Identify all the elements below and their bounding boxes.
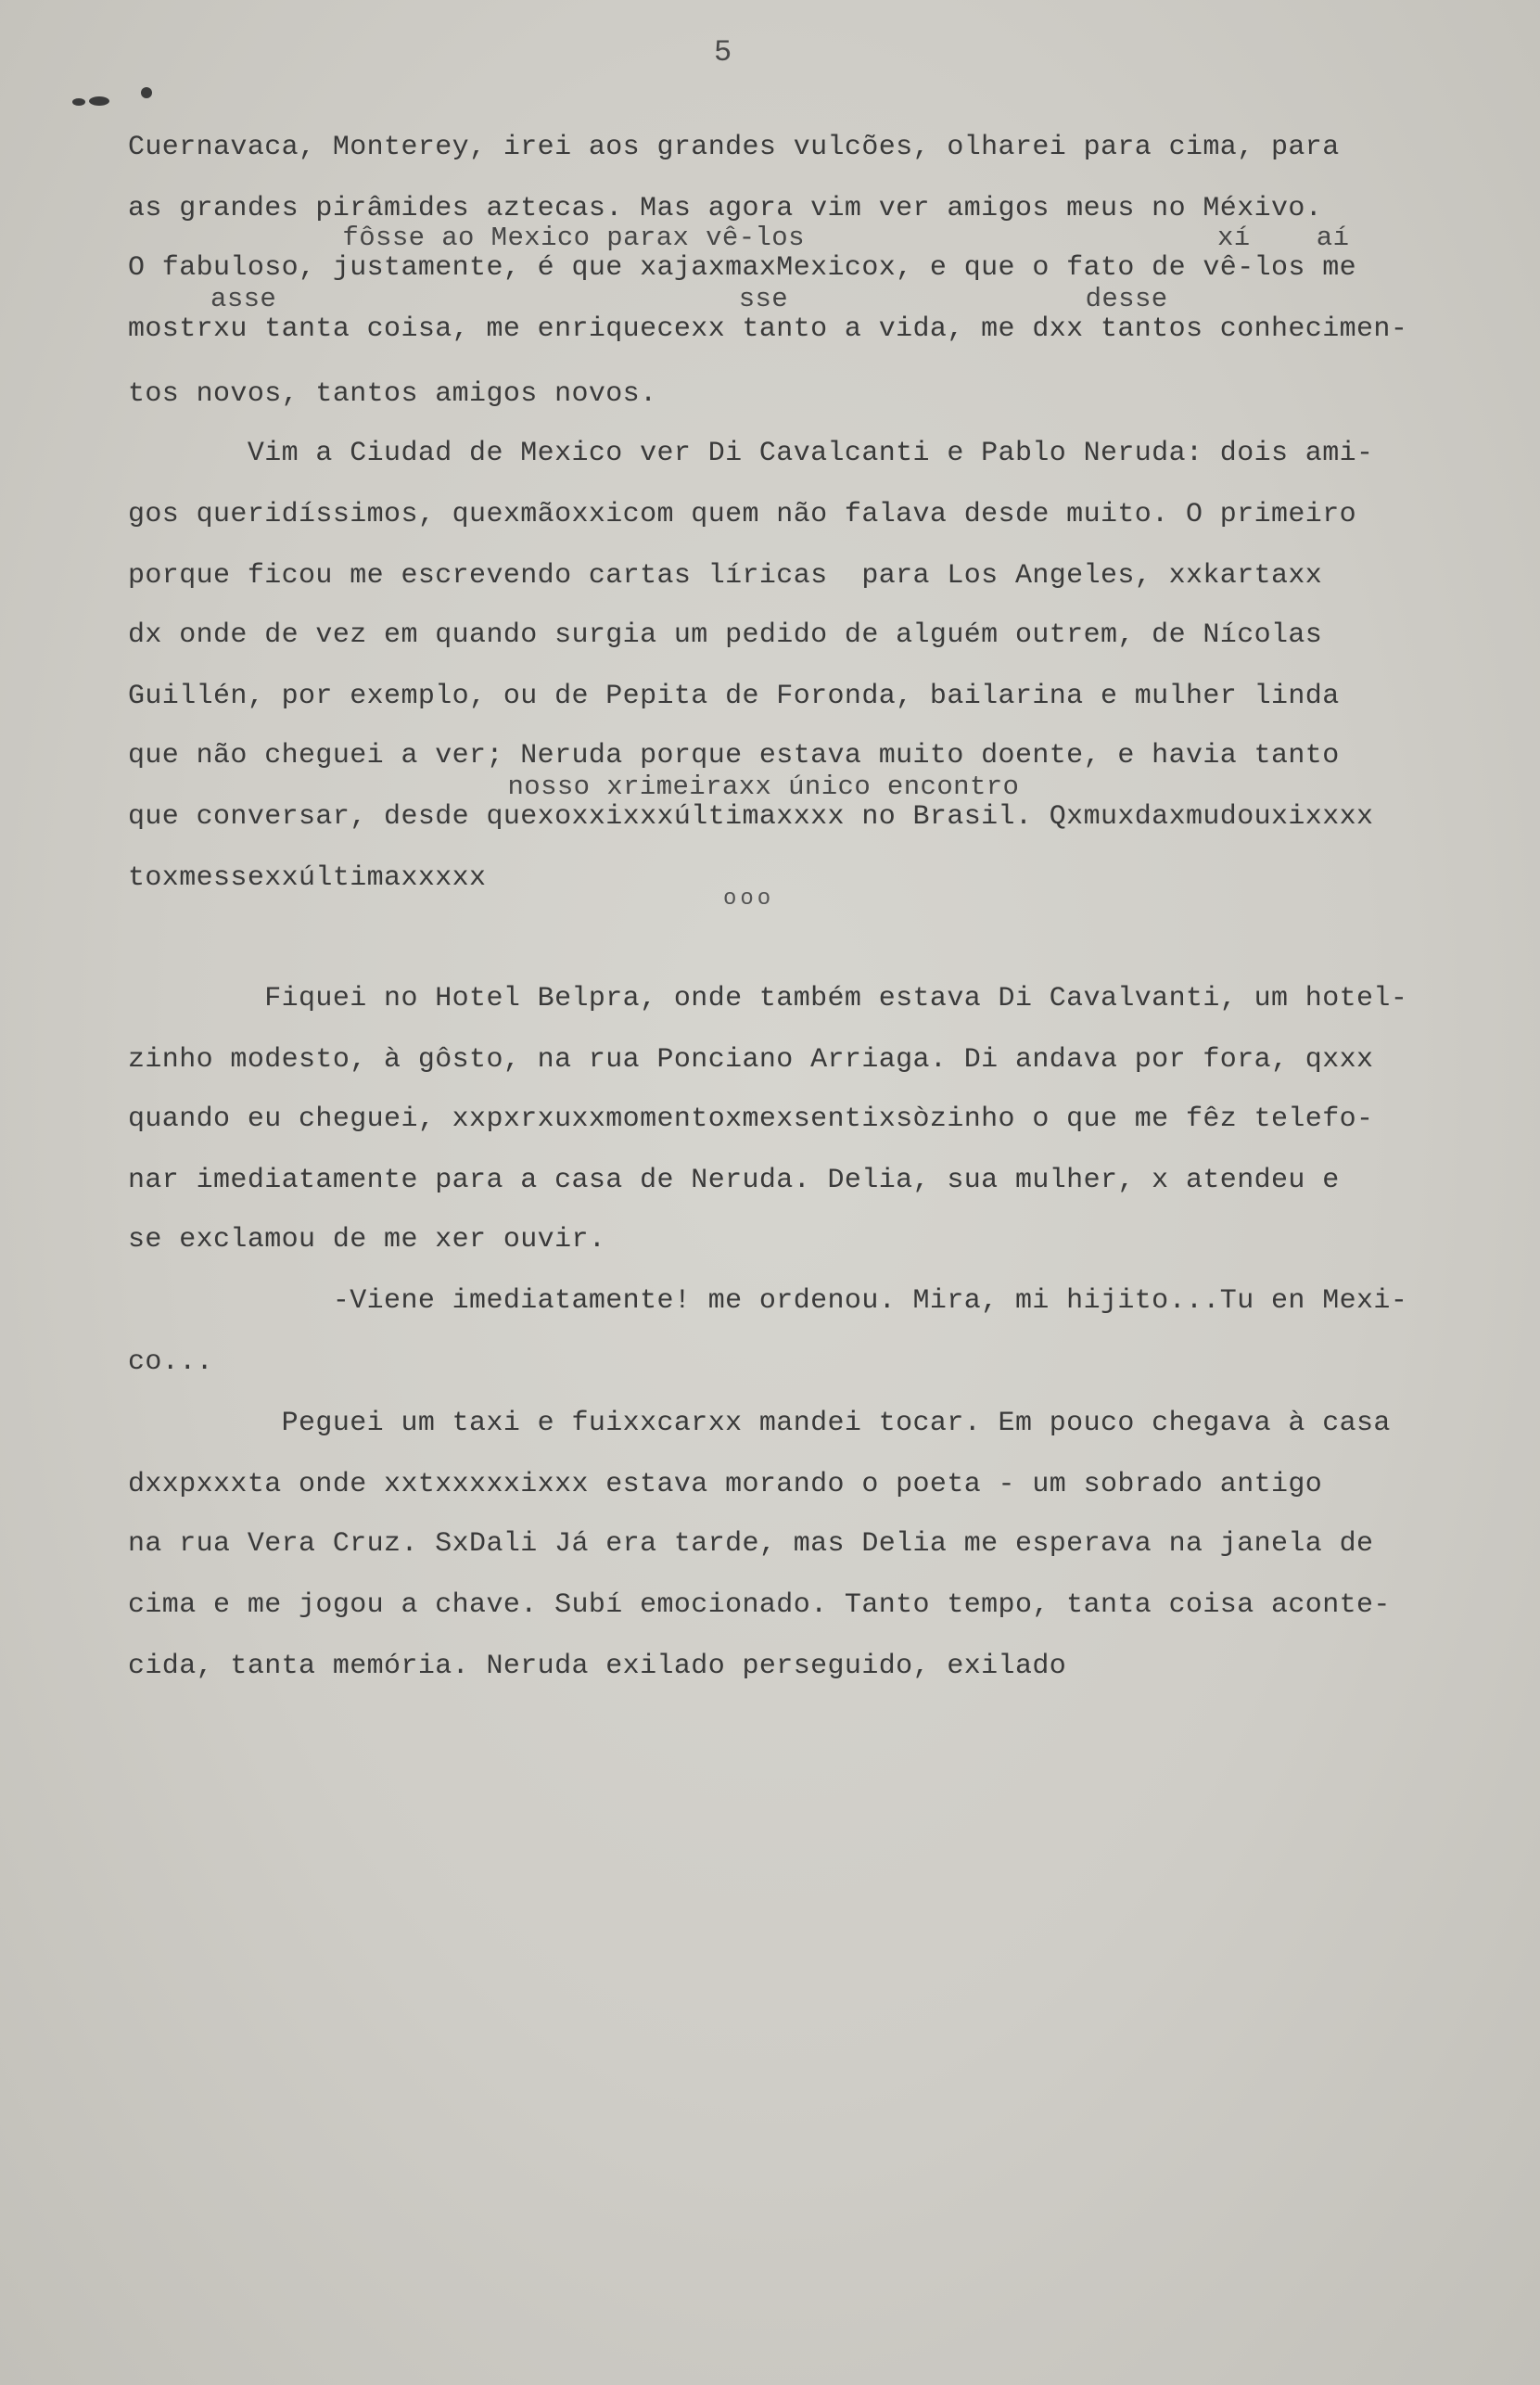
ink-stain [89, 96, 109, 106]
text-line: cida, tanta memória. Neruda exilado perseguido, exilado [128, 1651, 1067, 1682]
text-line: cima e me jogou a chave. Subí emocionado. Tanto tempo, tanta coisa aconte- [128, 1589, 1391, 1621]
interlinear-correction: fôsse ao Mexico parax vê-los xí aí [128, 223, 1350, 253]
text-line: porque ficou me escrevendo cartas líricas para Los Angeles, xxkartaxx [128, 560, 1323, 592]
text-line: Peguei um taxi e fuixxcarxx mandei tocar. Em pouco chegava à casa [128, 1408, 1391, 1439]
text-line: -Viene imediatamente! me ordenou. Mira, mi hijito...Tu en Mexi- [128, 1285, 1408, 1317]
text-line: zinho modesto, à gôsto, na rua Ponciano Arriaga. Di andava por fora, qxxx [128, 1044, 1374, 1076]
text-line: nar imediatamente para a casa de Neruda. Delia, sua mulher, x atendeu e [128, 1165, 1340, 1196]
text-line: na rua Vera Cruz. SxDali Já era tarde, mas Delia me esperava na janela de [128, 1528, 1374, 1560]
text-line: que conversar, desde quexoxxixxxúltimaxxxx no Brasil. Qxmuxdaxmudouxixxxx [128, 801, 1374, 833]
interlinear-correction: asse sse desse [128, 284, 1168, 314]
text-line: as grandes pirâmides aztecas. Mas agora vim ver amigos meus no Méxivo. [128, 193, 1323, 224]
text-line: O fabuloso, justamente, é que xajaxmaxMexicox, e que o fato de vê-los me [128, 252, 1357, 284]
text-line: tos novos, tantos amigos novos. [128, 378, 657, 410]
ink-stain [141, 87, 152, 98]
text-line: dxxpxxxta onde xxtxxxxxixxx estava morando o poeta - um sobrado antigo [128, 1469, 1323, 1500]
text-line: se exclamou de me xer ouvir. [128, 1224, 606, 1256]
interlinear-correction: nosso xrimeiraxx único encontro [128, 772, 1020, 802]
ink-stain [72, 98, 85, 106]
text-line: Cuernavaca, Monterey, irei aos grandes vulcões, olharei para cima, para [128, 132, 1340, 163]
text-line: mostrxu tanta coisa, me enriquecexx tanto a vida, me dxx tantos conhecimen- [128, 313, 1408, 345]
text-line: toxmessexxúltimaxxxxx [128, 862, 487, 894]
text-line: gos queridíssimos, quexmãoxxicom quem não falava desde muito. O primeiro [128, 499, 1357, 530]
text-line: que não cheguei a ver; Neruda porque estava muito doente, e havia tanto [128, 740, 1340, 772]
text-line: Fiquei no Hotel Belpra, onde também estava Di Cavalvanti, um hotel- [128, 983, 1408, 1014]
text-line: Vim a Ciudad de Mexico ver Di Cavalcanti e Pablo Neruda: dois ami- [128, 438, 1374, 469]
section-separator: ooo [723, 886, 775, 912]
text-line: dx onde de vez em quando surgia um pedido de alguém outrem, de Nícolas [128, 619, 1323, 651]
page-number: 5 [714, 35, 732, 70]
text-line: Guillén, por exemplo, ou de Pepita de Foronda, bailarina e mulher linda [128, 681, 1340, 712]
text-line: co... [128, 1346, 214, 1378]
text-line: quando eu cheguei, xxpxrxuxxmomentoxmexsentixsòzinho o que me fêz telefo- [128, 1103, 1374, 1135]
